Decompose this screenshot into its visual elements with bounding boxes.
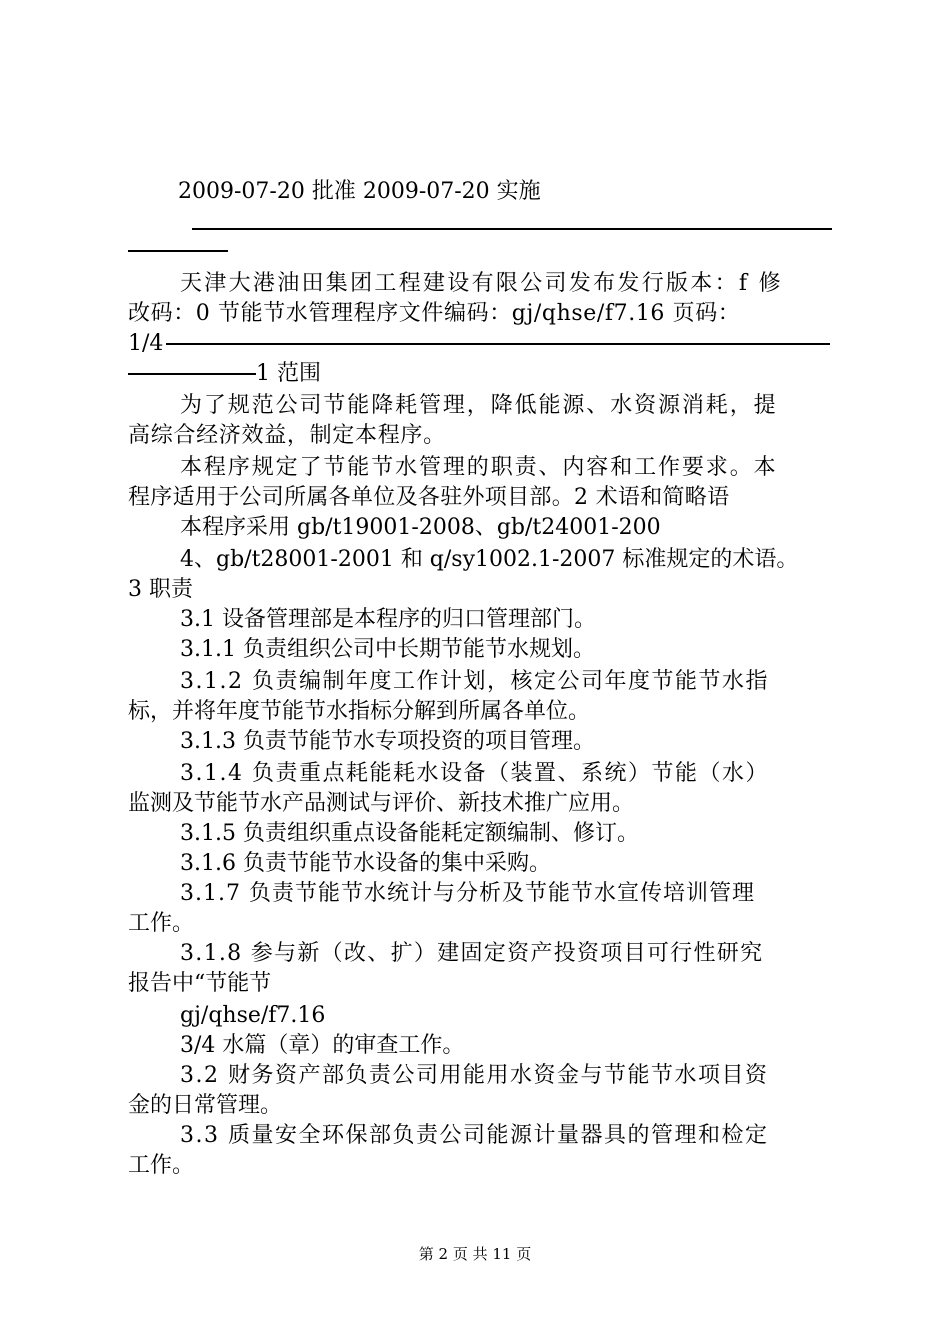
text-line: 本程序采用 gb/t19001-2008、gb/t24001-200 [180,515,661,540]
text-line: 监测及节能节水产品测试与评价、新技术推广应用。 [128,791,635,816]
text-line: 程序适用于公司所属各单位及各驻外项目部。2 术语和简略语 [128,485,730,510]
date-line: 2009-07-20 批准 2009-07-20 实施 [178,179,541,204]
text-line: 3.3 质量安全环保部负责公司能源计量器具的管理和检定 [180,1123,769,1148]
text-line: 标，并将年度节能节水指标分解到所属各单位。 [128,699,591,724]
text-line: 为了规范公司节能降耗管理，降低能源、水资源消耗，提 [180,393,778,418]
text-line: 1/4 [128,331,164,356]
text-line: 3.1.1 负责组织公司中长期节能节水规划。 [180,637,595,662]
section-heading: 3 职责 [128,577,193,602]
text-line: 天津大港油田集团工程建设有限公司发布发行版本：f 修 [180,271,783,296]
text-line: 本程序规定了节能节水管理的职责、内容和工作要求。本 [180,455,778,480]
text-line: 3.1.7 负责节能节水统计与分析及节能节水宣传培训管理 [180,881,755,906]
text-line: 3.1.2 负责编制年度工作计划，核定公司年度节能节水指 [180,669,769,694]
horizontal-rule [166,343,830,345]
text-line: 3.1.3 负责节能节水专项投资的项目管理。 [180,729,595,754]
page-footer: 第 2 页 共 11 页 [418,1245,532,1263]
text-line: 金的日常管理。 [128,1093,283,1118]
text-line: gj/qhse/f7.16 [180,1003,326,1028]
text-line: 3.1.5 负责组织重点设备能耗定额编制、修订。 [180,821,639,846]
horizontal-rule [128,373,256,375]
section-heading: 1 范围 [256,361,321,386]
text-line: 3.1.4 负责重点耗能耗水设备（装置、系统）节能（水） [180,761,769,786]
horizontal-rule [128,250,228,252]
text-line: 高综合经济效益，制定本程序。 [128,423,446,448]
text-line: 工作。 [128,911,195,936]
text-line: 3.1.8 参与新（改、扩）建固定资产投资项目可行性研究 [180,941,764,966]
text-line: 3.1.6 负责节能节水设备的集中采购。 [180,851,551,876]
text-line: 3/4 水篇（章）的审查工作。 [180,1033,465,1058]
text-line: 3.2 财务资产部负责公司用能用水资金与节能节水项目资 [180,1063,769,1088]
text-line: 报告中“节能节 [128,971,272,996]
horizontal-rule [192,228,832,230]
text-line: 改码：0 节能节水管理程序文件编码：gj/qhse/f7.16 页码： [128,301,741,326]
text-line: 4、gb/t28001-2001 和 q/sy1002.1-2007 标准规定的术语。 [180,547,799,572]
text-line: 工作。 [128,1153,195,1178]
text-line: 3.1 设备管理部是本程序的归口管理部门。 [180,607,596,632]
